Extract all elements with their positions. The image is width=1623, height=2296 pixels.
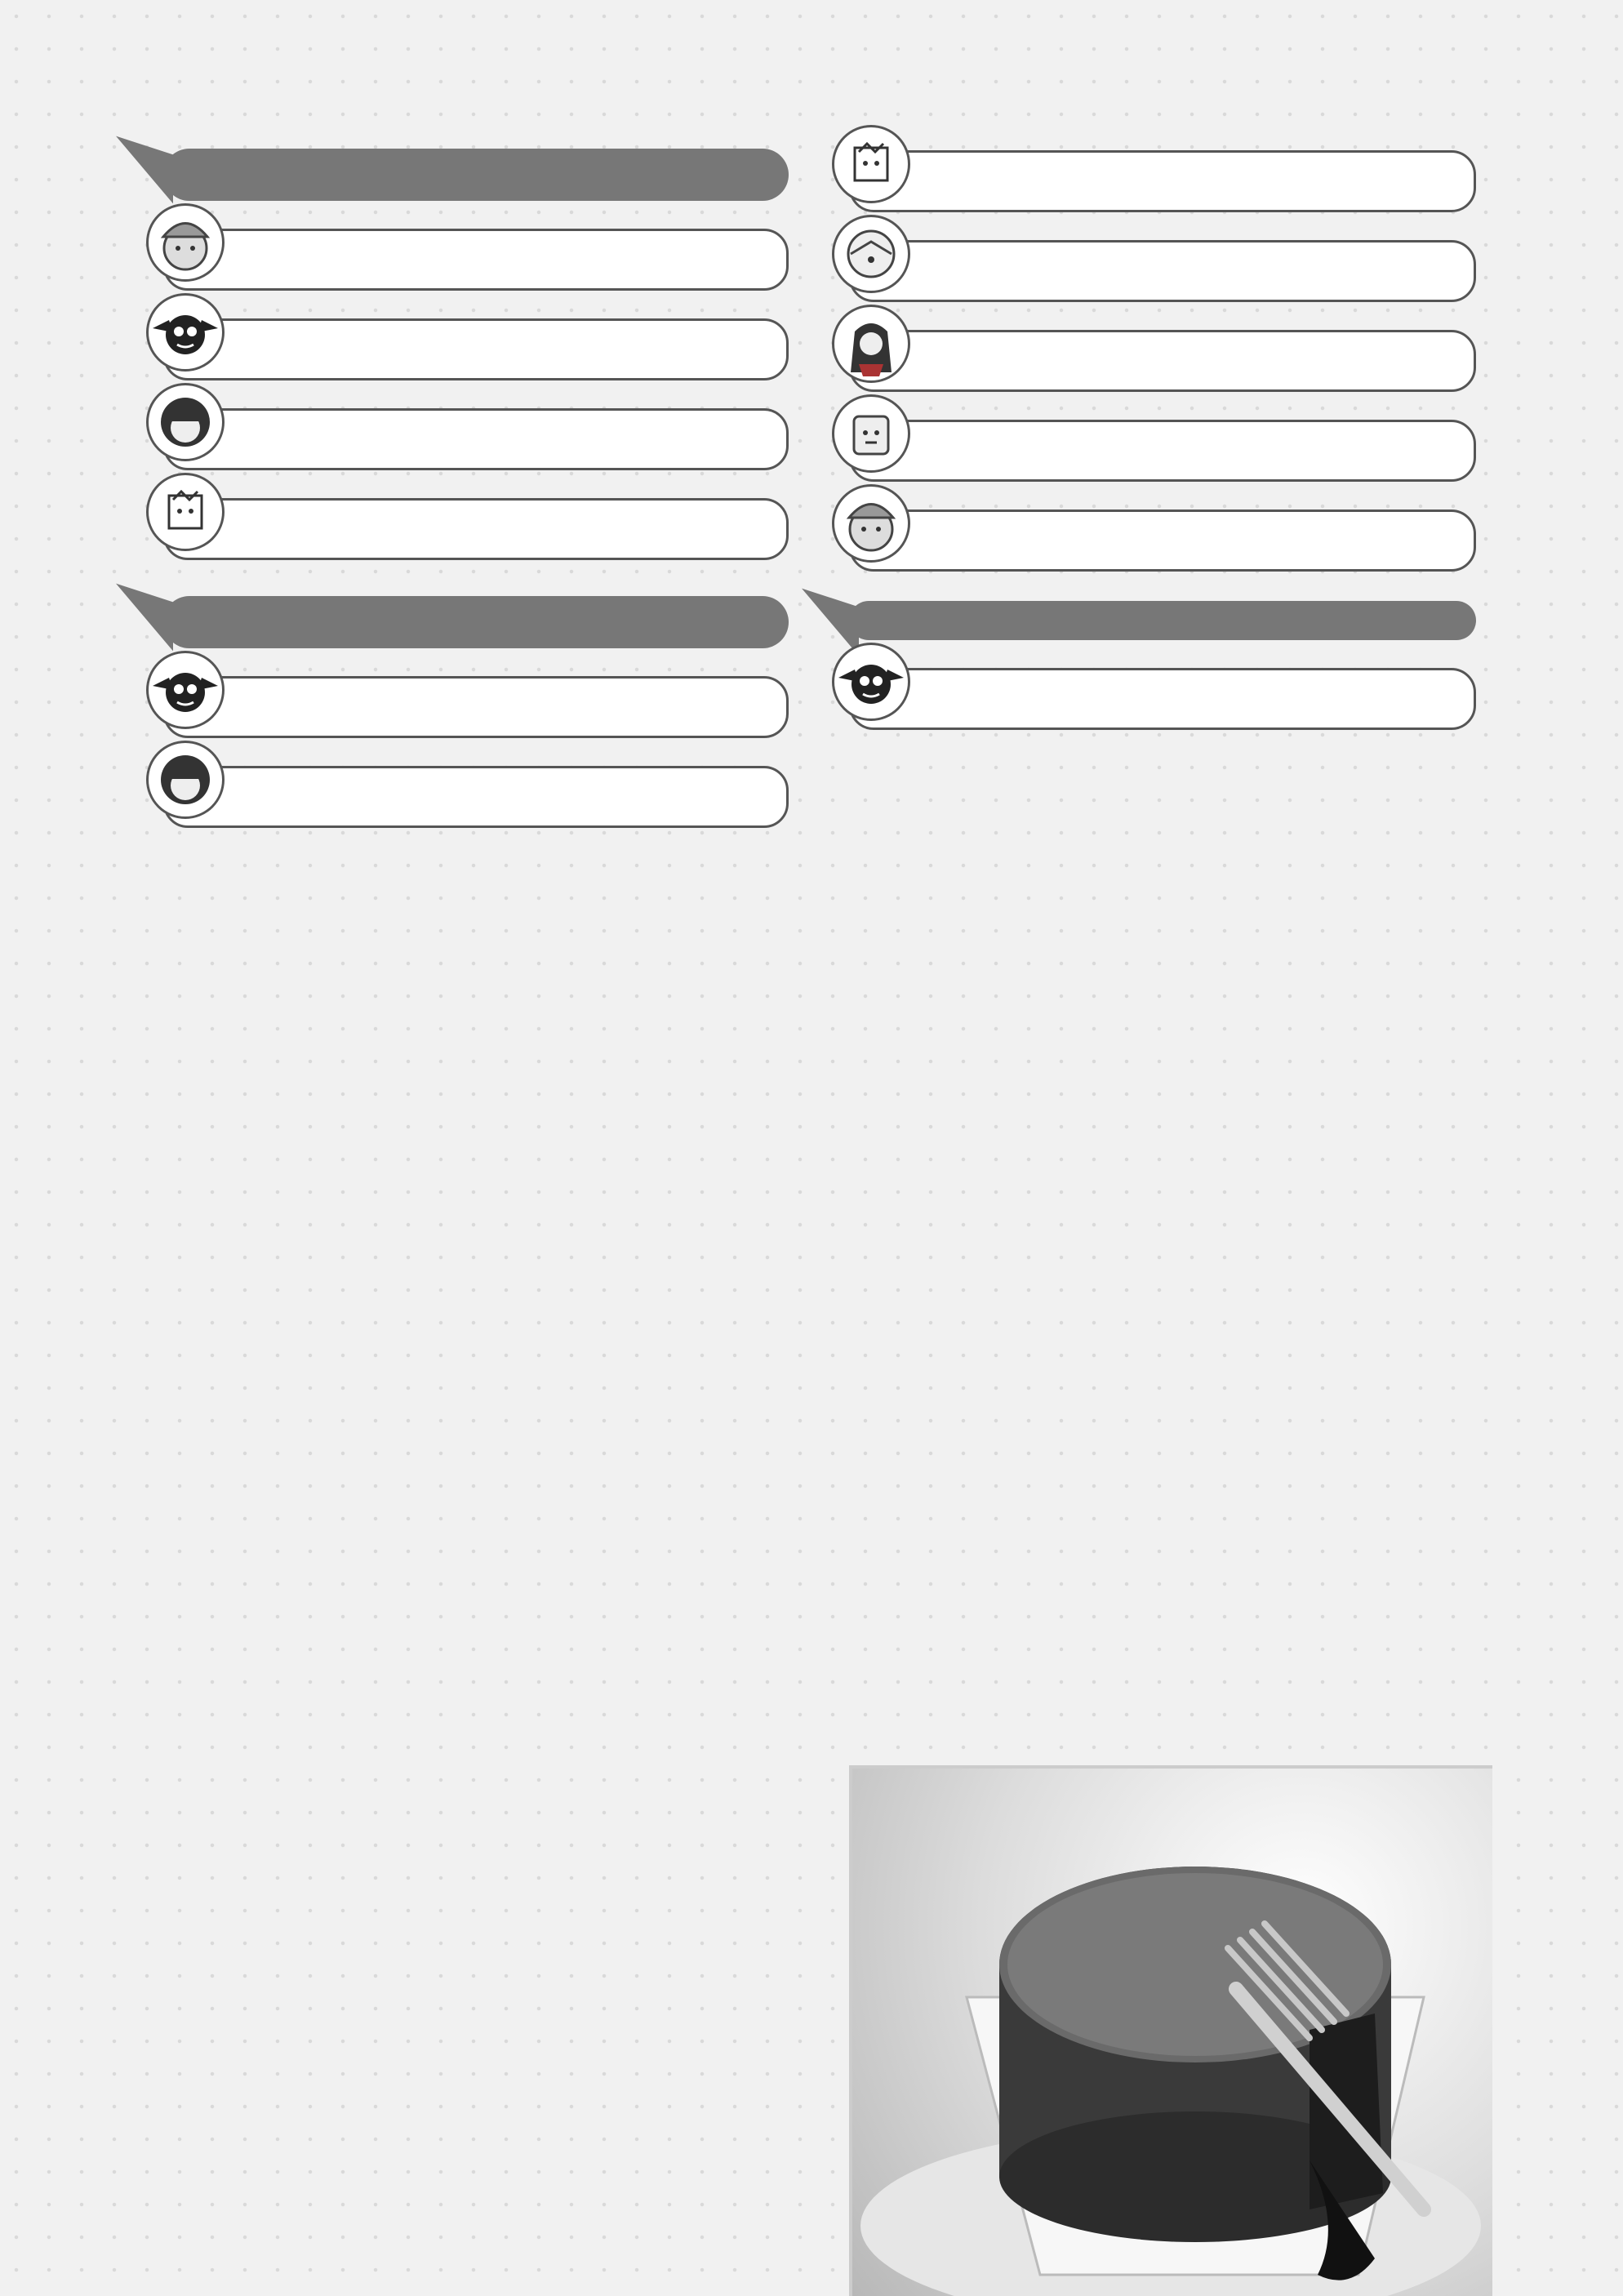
top-cat-border xyxy=(0,7,1623,96)
answer-bubble xyxy=(163,676,789,738)
rodo-avatar xyxy=(146,741,225,819)
famishin-avatar xyxy=(832,643,910,721)
rodo-avatar xyxy=(146,383,225,461)
bottom-cat-border xyxy=(0,2188,849,2278)
answer-bubble xyxy=(163,408,789,470)
left-column xyxy=(163,149,789,846)
answer-bubble xyxy=(849,240,1476,302)
nakano-avatar xyxy=(832,394,910,473)
kobuichi-avatar xyxy=(832,125,910,203)
answer-bubble xyxy=(163,766,789,828)
answer-bubble xyxy=(849,668,1476,730)
right-column xyxy=(849,122,1476,748)
lava-cake-photo xyxy=(849,1765,1492,2296)
answer-bubble xyxy=(849,150,1476,212)
answer-bubble xyxy=(849,330,1476,392)
amamiya-avatar xyxy=(832,305,910,383)
answer-bubble xyxy=(163,318,789,380)
tomifumi-avatar xyxy=(832,484,910,563)
famishin-avatar xyxy=(146,651,225,729)
question-bubble xyxy=(163,596,789,648)
question-bubble xyxy=(163,149,789,201)
answer-bubble xyxy=(163,498,789,560)
question-bubble xyxy=(849,601,1476,640)
answer-bubble xyxy=(849,420,1476,482)
kobuichi-avatar xyxy=(146,473,225,551)
famishin-avatar xyxy=(146,293,225,372)
answer-bubble xyxy=(849,509,1476,572)
answer-bubble xyxy=(163,229,789,291)
muririn-avatar xyxy=(832,215,910,293)
tomifumi-avatar xyxy=(146,203,225,282)
